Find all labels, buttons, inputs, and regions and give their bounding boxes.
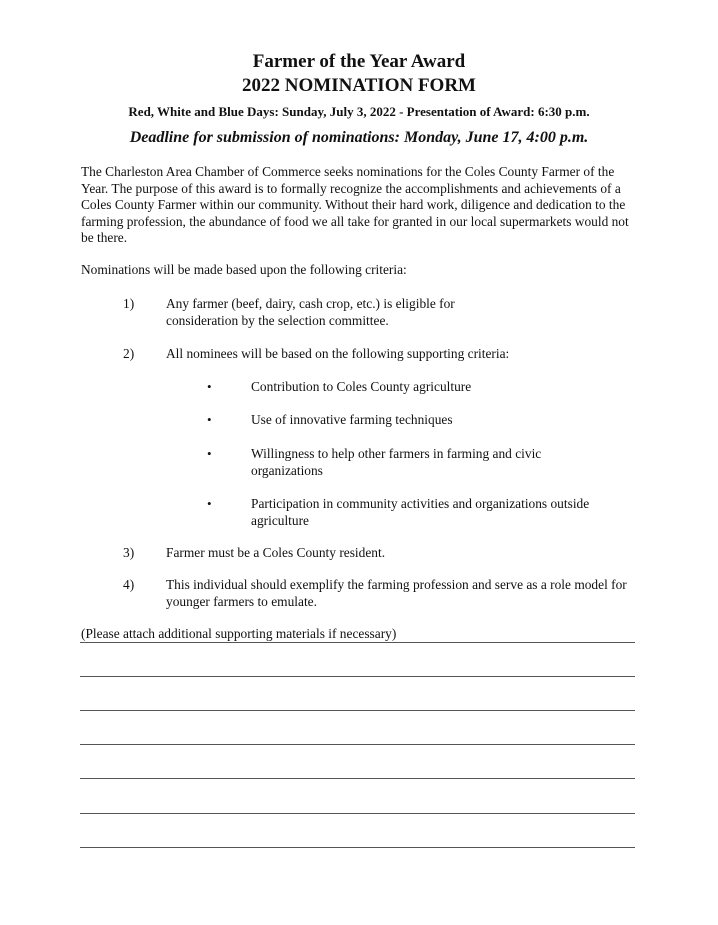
form-title: Farmer of the Year Award bbox=[252, 51, 466, 72]
criterion-text: All nominees will be based on the following supporting criteria: bbox=[166, 346, 510, 361]
event-info: Red, White and Blue Days: Sunday, July 3, 2022 - Presentation of Award: 6:30 p.m. bbox=[128, 104, 590, 119]
intro-paragraph: The Charleston Area Chamber of Commerce seeks nominations for the Coles County Farmer of the Year. The purpose of this award is to formally recognize the accomplishments and achievements of a Coles County Farmer within our community. Without their hard work, diligence and dedication to the farming profession, the abundance of food we all take for granted in our local supermarkets would not be there. bbox=[81, 164, 629, 245]
sub-criterion-text: Use of innovative farming techniques bbox=[251, 412, 453, 427]
write-in-line[interactable] bbox=[80, 778, 635, 779]
criteria-lead: Nominations will be made based upon the following criteria: bbox=[81, 262, 407, 277]
write-in-line[interactable] bbox=[80, 813, 635, 814]
write-in-line[interactable] bbox=[80, 710, 635, 711]
criterion-number: 4) bbox=[123, 577, 135, 592]
bullet-icon: • bbox=[207, 412, 212, 427]
bullet-icon: • bbox=[207, 496, 212, 511]
bullet-icon: • bbox=[207, 379, 212, 394]
sub-criterion-text: Contribution to Coles County agriculture bbox=[251, 379, 472, 394]
criterion-number: 1) bbox=[123, 296, 135, 311]
write-in-line[interactable] bbox=[80, 676, 635, 677]
sub-criterion-text: Willingness to help other farmers in farming and civic organizations bbox=[251, 446, 542, 478]
write-in-line[interactable] bbox=[80, 744, 635, 745]
criterion-number: 3) bbox=[123, 545, 135, 560]
criterion-text: Any farmer (beef, dairy, cash crop, etc.) is eligible for consideration by the selection committee. bbox=[166, 296, 455, 328]
attach-note: (Please attach additional supporting materials if necessary) bbox=[81, 626, 397, 641]
write-in-line[interactable] bbox=[80, 642, 635, 643]
deadline-notice: Deadline for submission of nominations: Monday, June 17, 4:00 p.m. bbox=[129, 129, 589, 146]
sub-criterion-text: Participation in community activities and organizations outside agriculture bbox=[251, 496, 590, 528]
criterion-text: Farmer must be a Coles County resident. bbox=[166, 545, 386, 560]
form-subtitle-year: 2022 NOMINATION FORM bbox=[242, 75, 476, 96]
write-in-line[interactable] bbox=[80, 847, 635, 848]
criterion-number: 2) bbox=[123, 346, 135, 361]
criterion-text: This individual should exemplify the farming profession and serve as a role model for younger farmers to emulate. bbox=[166, 577, 627, 609]
bullet-icon: • bbox=[207, 446, 212, 461]
